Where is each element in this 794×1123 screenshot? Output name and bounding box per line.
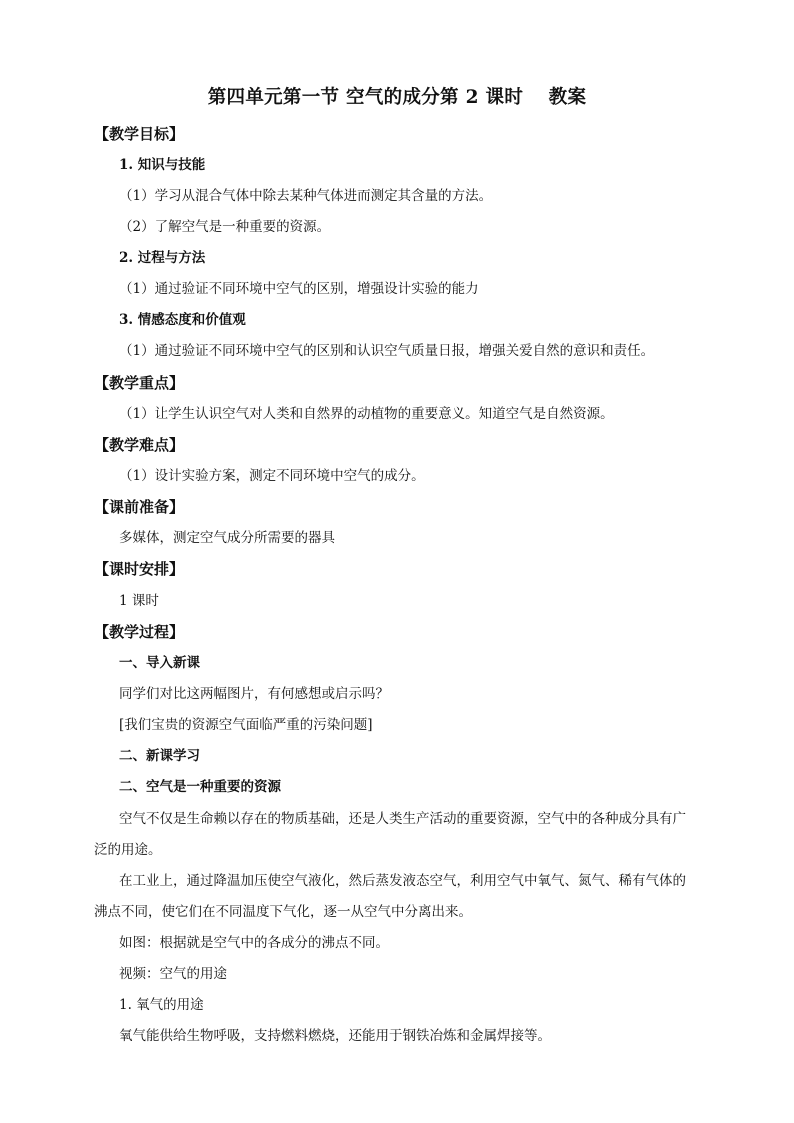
objectives-section-2-item-1: （1）通过验证不同环境中空气的区别，增强设计实验的能力 [119,281,479,297]
new-lesson-title: 二、新课学习 [119,748,200,764]
key-points-heading: 【教学重点】 [94,374,185,392]
objectives-section-1-item-2: （2）了解空气是一种重要的资源。 [119,219,331,235]
difficulties-heading: 【教学难点】 [94,436,185,454]
paragraph-1-line-1: 空气不仅是生命赖以存在的物质基础，还是人类生产活动的重要资源，空气中的各种成分具有广 [119,811,686,827]
objectives-section-3-title: 3. 情感态度和价值观 [119,312,246,328]
intro-answer: [我们宝贵的资源空气面临严重的污染问题] [119,717,373,733]
paragraph-2-line-1: 在工业上，通过降温加压使空气液化，然后蒸发液态空气，利用空气中氧气、氮气、稀有气体的 [119,873,686,889]
objectives-heading: 【教学目标】 [94,125,185,143]
oxygen-uses-title: 1. 氧气的用途 [119,997,204,1013]
paragraph-1-line-2: 泛的用途。 [94,842,162,858]
key-points-item-1: （1）让学生认识空气对人类和自然界的动植物的重要意义。知道空气是自然资源。 [119,406,614,422]
video-note: 视频：空气的用途 [119,966,227,982]
objectives-section-1-item-1: （1）学习从混合气体中除去某种气体进而测定其含量的方法。 [119,188,493,204]
paragraph-2-line-2: 沸点不同，使它们在不同温度下气化，逐一从空气中分离出来。 [94,904,472,920]
resource-section-title: 二、空气是一种重要的资源 [119,779,281,795]
objectives-section-2-title: 2. 过程与方法 [119,250,206,266]
oxygen-uses-text: 氧气能供给生物呼吸，支持燃料燃烧，还能用于钢铁冶炼和金属焊接等。 [119,1028,551,1044]
preparation-text: 多媒体，测定空气成分所需要的器具 [119,530,335,546]
objectives-section-3-item-1: （1）通过验证不同环境中空气的区别和认识空气质量日报，增强关爱自然的意识和责任。 [119,343,655,359]
intro-question: 同学们对比这两幅图片，有何感想或启示吗？ [119,686,389,702]
figure-note: 如图：根据就是空气中的各成分的沸点不同。 [119,935,389,951]
schedule-heading: 【课时安排】 [94,560,185,578]
process-heading: 【教学过程】 [94,623,185,641]
objectives-section-1-title: 1. 知识与技能 [119,157,206,173]
intro-title: 一、导入新课 [119,655,200,671]
preparation-heading: 【课前准备】 [94,498,185,516]
difficulties-item-1: （1）设计实验方案，测定不同环境中空气的成分。 [119,468,425,484]
page-title: 第四单元第一节 空气的成分第 2 课时 教案 [207,87,587,108]
schedule-text: 1 课时 [119,593,159,609]
